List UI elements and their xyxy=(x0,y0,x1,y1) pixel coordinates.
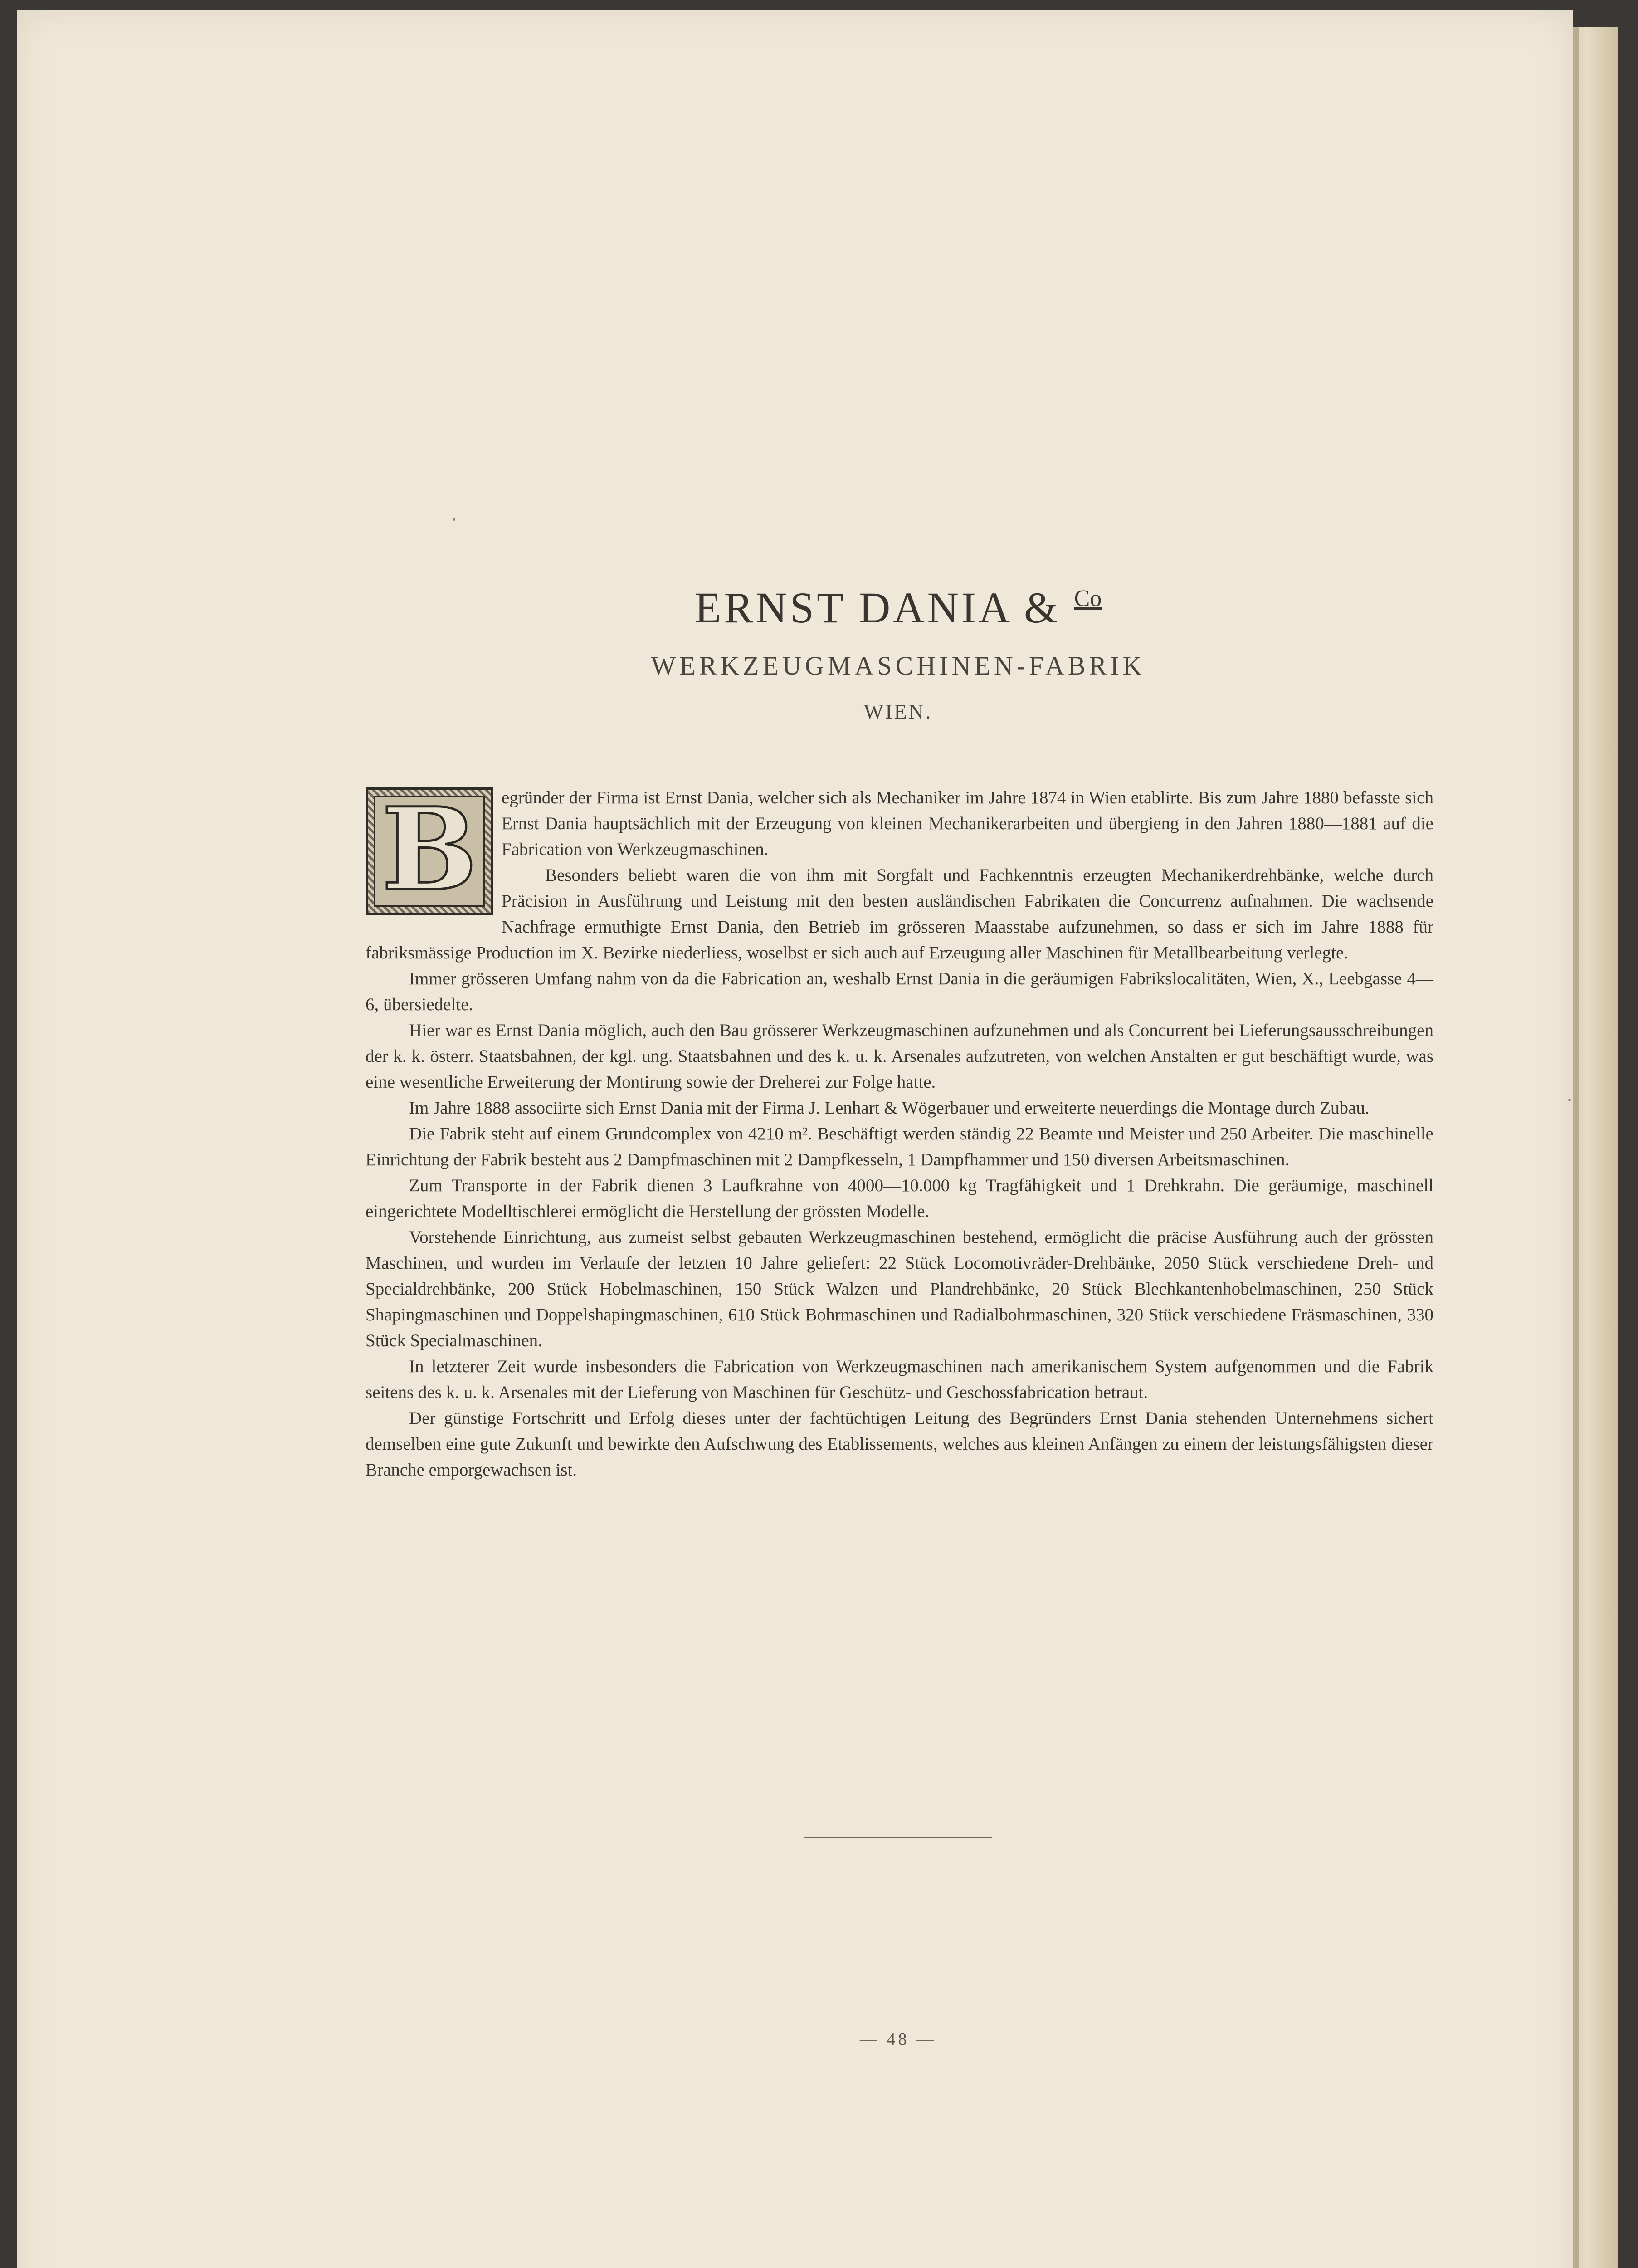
initial-letter: B xyxy=(381,782,478,916)
initial-frame xyxy=(374,782,485,916)
next-page-edge xyxy=(1573,27,1618,2268)
binding-shadow xyxy=(1573,27,1579,2268)
paragraph-8: Vorstehende Einrichtung, aus zumeist selbst gebauten Werkzeugmaschinen bestehend, ermöglicht die präcise Ausführung auch der grössten Maschinen, und wurden im Verlaufe der letzten 10 Jahre geliefert: 22 Stück Locomotivräder-Drehbänke, 2050 Stück verschiedene Dreh- und Specialdrehbänke, 200 Stück Hobelmaschinen, 150 Stück Walzen und Plandrehbänke, 20 Stück Blechkantenhobelmaschinen, 250 Stück Shapingmaschinen und Doppelshapingmaschinen, 610 Stück Bohrmaschinen und Radialbohrmaschinen, 320 Stück verschiedene Fräsmaschinen, 330 Stück Specialmaschinen. xyxy=(366,1227,1433,1350)
company-suffix: Co xyxy=(1074,586,1102,611)
company-name: ERNST DANIA & xyxy=(694,583,1061,632)
paragraph-4: Hier war es Ernst Dania möglich, auch den Bau grösserer Werkzeugmaschinen aufzunehmen und als Concurrent bei Lieferungsausschreibungen der k. k. österr. Staatsbahnen, der kgl. ung. Staatsbahnen und des k. u. k. Arsenales aufzutreten, von welchen Anstalten er gut beschäftigt wurde, was eine wesentliche Erweiterung der Montirung sowie der Dreherei zur Folge hatte. xyxy=(366,1021,1433,1092)
paper-speck xyxy=(1568,1099,1571,1101)
paragraph-7: Zum Transporte in der Fabrik dienen 3 Laufkrahne von 4000—10.000 kg Tragfähigkeit und 1 Drehkrahn. Die geräumige, maschinell eingerichtete Modelltischlerei ermöglicht die Herstellung der grössten Modelle. xyxy=(366,1176,1433,1221)
paragraph-6: Die Fabrik steht auf einem Grundcomplex von 4210 m². Beschäftigt werden ständig 22 Beamte und Meister und 250 Arbeiter. Die maschinelle Einrichtung der Fabrik besteht aus 2 Dampfmaschinen mit 2 Dampfkesseln, 1 Dampfhammer und 150 diversen Arbeitsmaschinen. xyxy=(366,1124,1433,1169)
page-number: — 48 — xyxy=(860,2030,936,2049)
company-subtitle: WERKZEUGMASCHINEN-FABRIK xyxy=(651,651,1146,680)
paragraph-9: In letzterer Zeit wurde insbesonders die Fabrication von Werkzeugmaschinen nach amerikanischem System aufgenommen und die Fabrik seitens des k. u. k. Arsenales mit der Lieferung von Maschinen für Geschütz- und Geschossfabrication betraut. xyxy=(366,1357,1433,1402)
closing-rule xyxy=(804,1837,992,1838)
book-page xyxy=(17,10,1573,2268)
paragraph-1: egründer der Firma ist Ernst Dania, welcher sich als Mechaniker im Jahre 1874 in Wien etablirte. Bis zum Jahre 1880 befasste sich Ernst Dania hauptsächlich mit der Erzeugung von kleinen Mechanikerarbeiten und übergieng in den Jahren 1880—1881 auf die Fabrication von Werkzeugmaschinen. xyxy=(502,788,1433,859)
article-body xyxy=(366,782,1433,1483)
paragraph-5: Im Jahre 1888 associirte sich Ernst Dania mit der Firma J. Lenhart & Wögerbauer und erweiterte neuerdings die Montage durch Zubau. xyxy=(409,1098,1370,1118)
decorated-initial xyxy=(366,782,493,916)
paragraph-3: Immer grösseren Umfang nahm von da die Fabrication an, weshalb Ernst Dania in die geräumigen Fabrikslocalitäten, Wien, X., Leebgasse 4—6, übersiedelte. xyxy=(366,969,1433,1014)
paragraph-2: Besonders beliebt waren die von ihm mit Sorgfalt und Fachkenntnis erzeugten Mechanikerdrehbänke, welche durch Präcision in Ausführung und Leistung mit den besten ausländischen Fabrikaten die Concurrenz aufnahmen. Die wachsende Nachfrage ermuthigte Ernst Dania, den Betrieb im grösseren Maasstabe aufzunehmen, so dass er sich im Jahre 1888 für fabriksmässige Production im X. Bezirke niederliess, woselbst er sich auch auf Erzeugung aller Maschinen für Metallbearbeitung verlegte. xyxy=(366,865,1433,963)
company-title xyxy=(348,582,1448,633)
paragraph-10: Der günstige Fortschritt und Erfolg dieses unter der fachtüchtigen Leitung des Begründers Ernst Dania stehenden Unternehmens sichert demselben eine gute Zukunft und bewirkte den Aufschwung des Etablissements, welches aus kleinen Anfängen zu einem der leistungsfähigsten dieser Branche emporgewachsen ist. xyxy=(366,1408,1433,1480)
company-city: WIEN. xyxy=(863,700,933,723)
paper-speck xyxy=(453,518,455,521)
